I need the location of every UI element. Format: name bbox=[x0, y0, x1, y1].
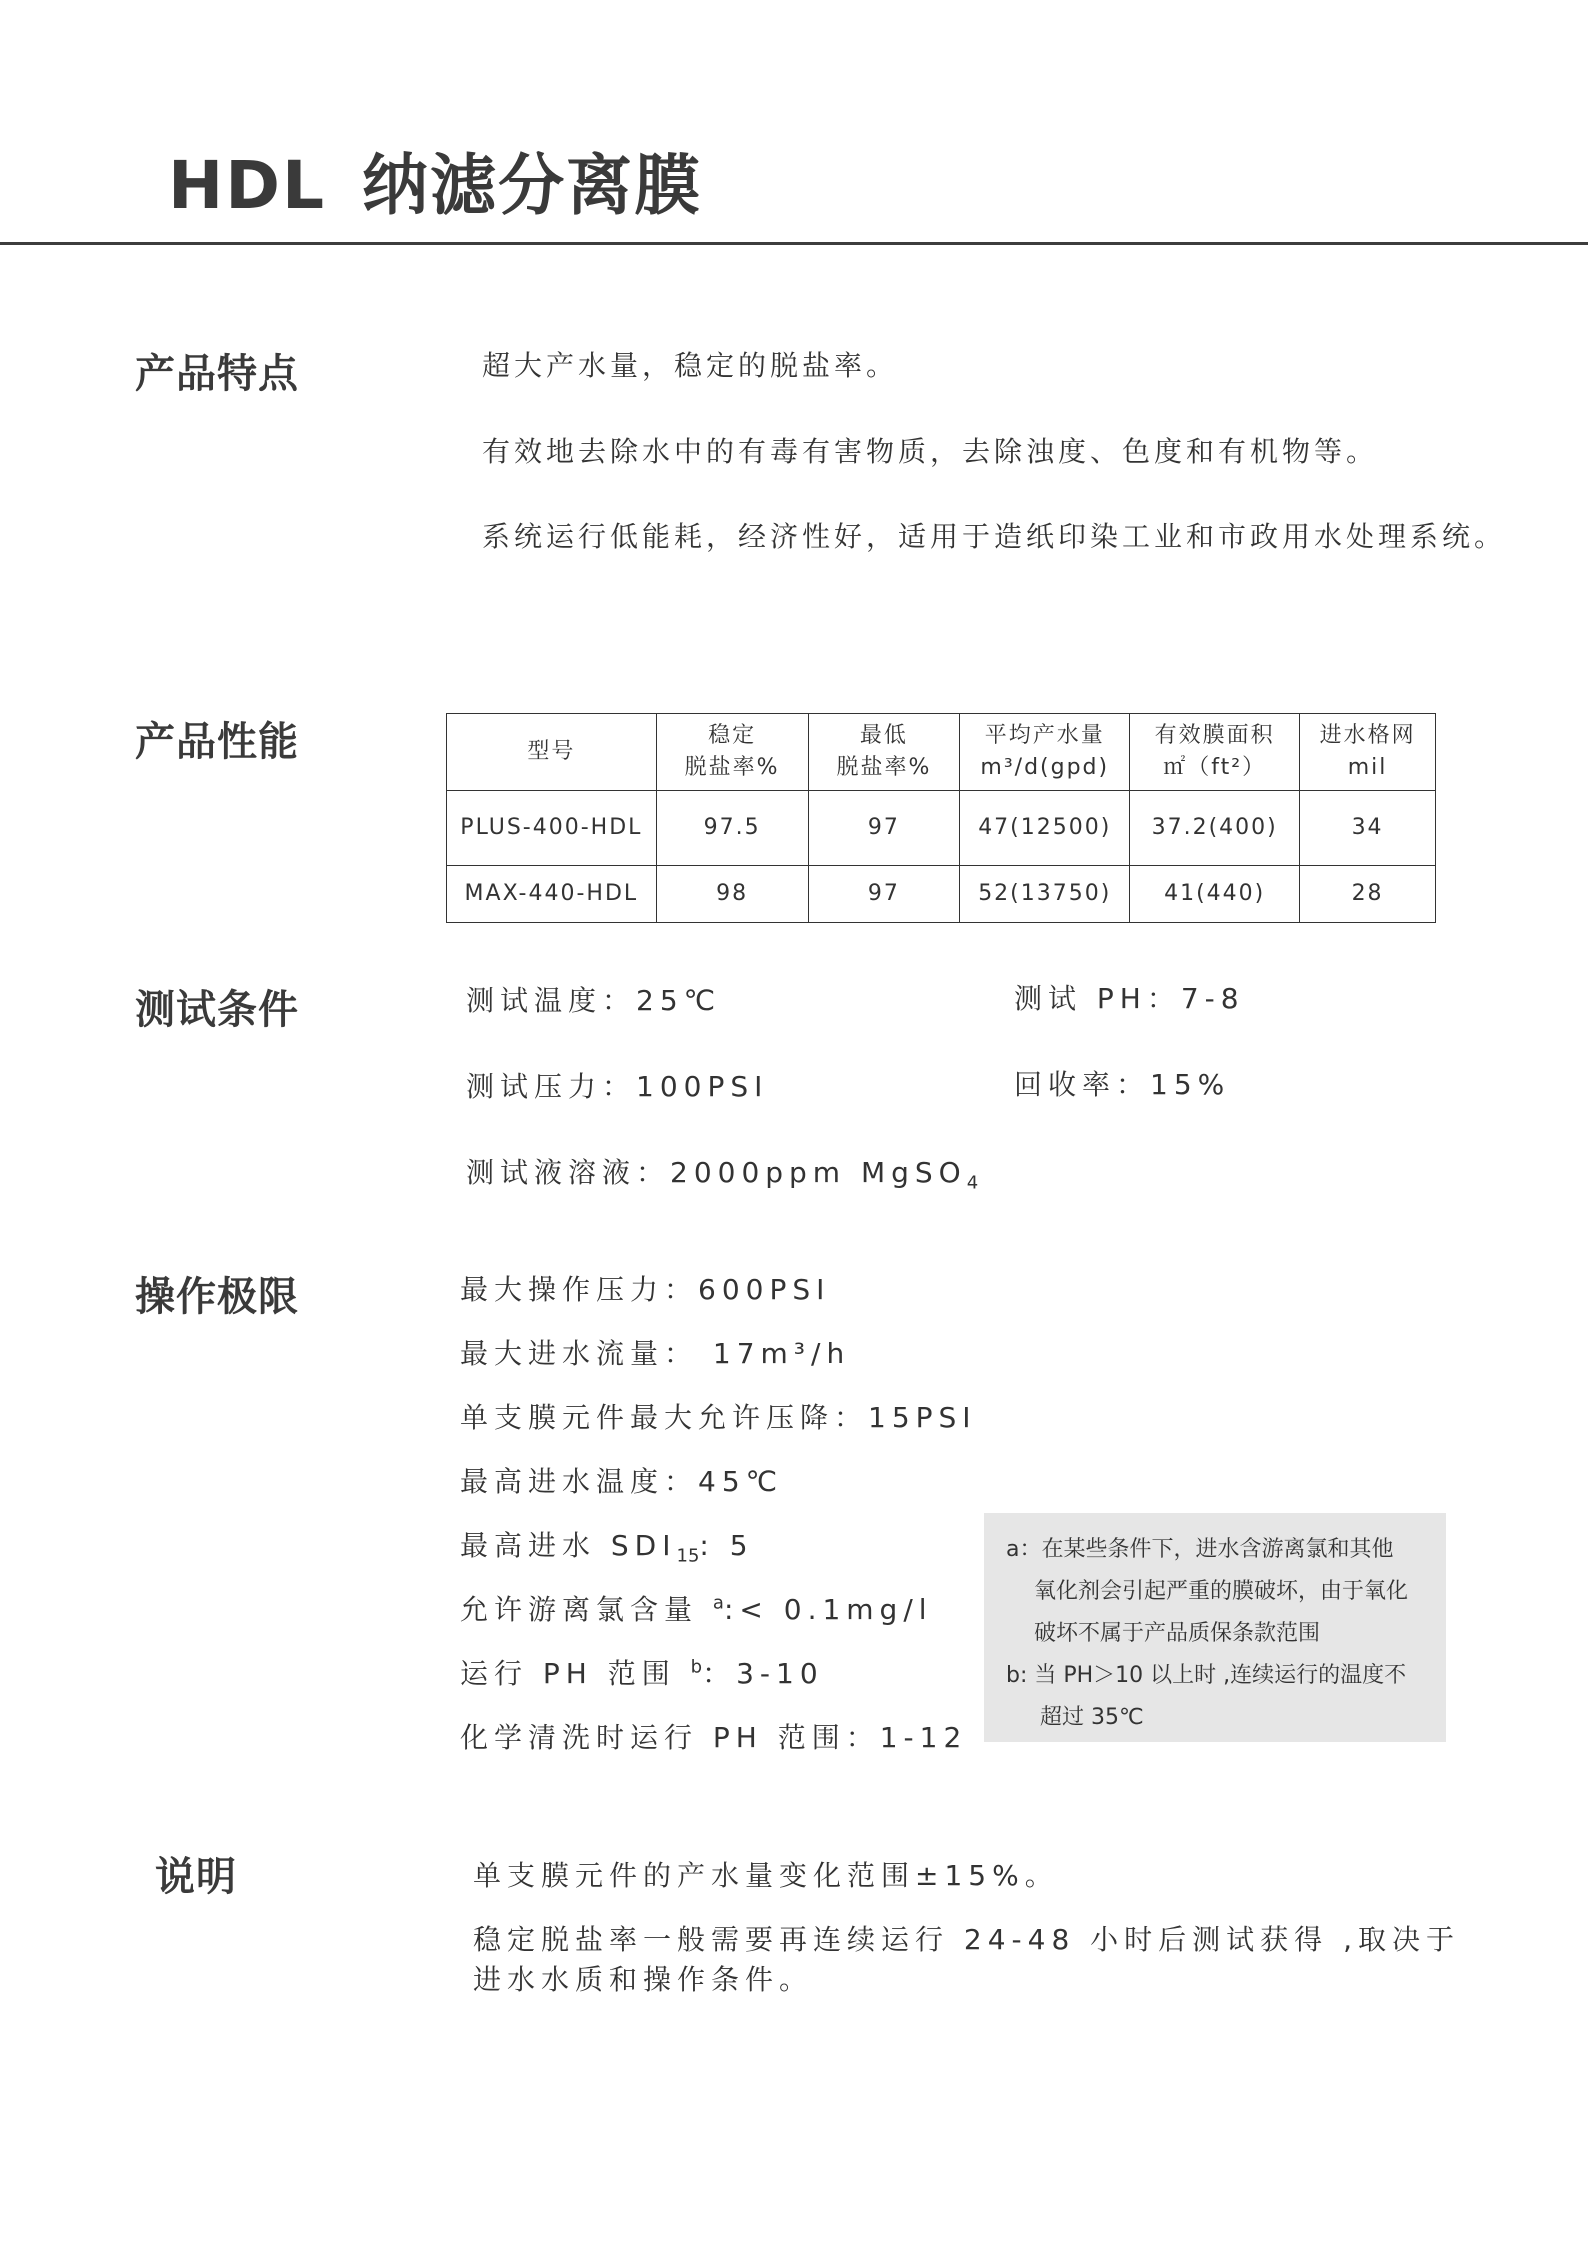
limit-chlorine: 允许游离氯含量 $^a$:< 0.1mg/l bbox=[460, 1592, 933, 1626]
limit-max-flow: 最大进水流量： 17m³/h bbox=[460, 1337, 851, 1370]
limit-ph-range: 运行 PH 范围 $^b$：3-10 bbox=[460, 1656, 824, 1690]
title-name: 纳滤分离膜 bbox=[362, 147, 703, 224]
title-divider bbox=[0, 242, 1588, 245]
test-solution: 测试液溶液：2000ppm MgSO$_4$ bbox=[466, 1156, 979, 1194]
page-title bbox=[168, 132, 702, 227]
footnote-b-line-2: 超过 35℃ bbox=[1040, 1705, 1144, 1730]
limit-max-temp: 最高进水温度：45℃ bbox=[460, 1465, 784, 1498]
remark-line-1: 单支膜元件的产水量变化范围±15%。 bbox=[473, 1859, 1059, 1892]
table-cell: 97 bbox=[808, 791, 960, 866]
feature-line-1: 超大产水量，稳定的脱盐率。 bbox=[482, 349, 899, 382]
features-heading: 产品特点 bbox=[135, 351, 299, 397]
table-cell: 47(12500) bbox=[960, 791, 1130, 866]
test-temperature: 测试温度：25℃ bbox=[466, 984, 722, 1017]
table-cell: 41(440) bbox=[1130, 866, 1300, 923]
table-cell: 37.2(400) bbox=[1130, 791, 1300, 866]
feature-line-3: 系统运行低能耗，经济性好，适用于造纸印染工业和市政用水处理系统。 bbox=[482, 520, 1507, 553]
table-cell: 97.5 bbox=[656, 791, 808, 866]
remark-line-2: 稳定脱盐率一般需要再连续运行 24-48 小时后测试获得 ,取决于 bbox=[473, 1923, 1460, 1956]
limit-sdi: 最高进水 $SDI_{15}$: 5 bbox=[460, 1529, 754, 1567]
footnote-b-line-1: b: 当 PH＞10 以上时 ,连续运行的温度不 bbox=[1006, 1663, 1407, 1688]
limit-max-drop: 单支膜元件最大允许压降：15PSI bbox=[460, 1401, 977, 1434]
table-cell: 28 bbox=[1300, 866, 1436, 923]
table-row bbox=[447, 866, 1436, 923]
table-header-cell: 稳定 脱盐率% bbox=[656, 714, 808, 791]
performance-table bbox=[446, 713, 1436, 923]
remarks-heading: 说明 bbox=[155, 1854, 237, 1900]
limit-max-pressure: 最大操作压力：600PSI bbox=[460, 1273, 831, 1306]
table-cell: 97 bbox=[808, 866, 960, 923]
table-header-cell: 平均产水量 m³/d(gpd) bbox=[960, 714, 1130, 791]
table-header-cell: 最低 脱盐率% bbox=[808, 714, 960, 791]
test-recovery: 回收率：15% bbox=[1014, 1068, 1231, 1101]
test-ph: 测试 PH：7-8 bbox=[1014, 982, 1245, 1015]
footnote-a-line-1: a：在某些条件下，进水含游离氯和其他 bbox=[1006, 1537, 1394, 1562]
table-cell: 98 bbox=[656, 866, 808, 923]
feature-line-2: 有效地去除水中的有毒有害物质，去除浊度、色度和有机物等。 bbox=[482, 435, 1379, 468]
table-cell: 52(13750) bbox=[960, 866, 1130, 923]
limit-cleaning-ph: 化学清洗时运行 PH 范围：1-12 bbox=[460, 1721, 968, 1754]
limits-heading: 操作极限 bbox=[135, 1274, 299, 1320]
performance-heading: 产品性能 bbox=[135, 719, 299, 765]
table-cell: PLUS-400-HDL bbox=[447, 791, 657, 866]
test-pressure: 测试压力：100PSI bbox=[466, 1070, 769, 1103]
test-heading: 测试条件 bbox=[135, 987, 299, 1033]
table-cell: MAX-440-HDL bbox=[447, 866, 657, 923]
table-header-row bbox=[447, 714, 1436, 791]
remark-line-3: 进水水质和操作条件。 bbox=[473, 1963, 814, 1996]
footnote-a-line-2: 氧化剂会引起严重的膜破坏，由于氧化 bbox=[1034, 1579, 1409, 1604]
table-header-cell: 有效膜面积 ㎡（ft²） bbox=[1130, 714, 1300, 791]
title-brand: HDL bbox=[168, 147, 327, 224]
table-row bbox=[447, 791, 1436, 866]
table-cell: 34 bbox=[1300, 791, 1436, 866]
footnote-a-line-3: 破坏不属于产品质保条款范围 bbox=[1034, 1621, 1321, 1646]
table-header-cell: 型号 bbox=[447, 714, 657, 791]
table-header-cell: 进水格网 mil bbox=[1300, 714, 1436, 791]
